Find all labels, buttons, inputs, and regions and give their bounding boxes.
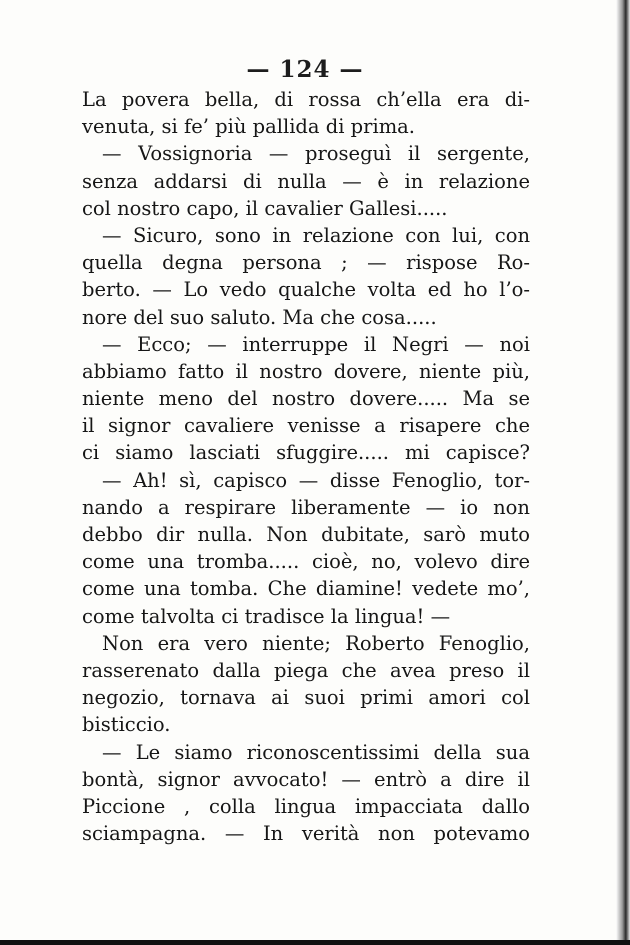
text-line: abbiamo fatto il nostro dovere, niente più, <box>82 359 530 383</box>
page-bottom-edge <box>0 940 630 945</box>
text-line: venuta, si fe’ più pallida di prima. <box>82 115 416 139</box>
text-line: nore del suo saluto. Ma che cosa..... <box>82 305 437 329</box>
text-line: — Vossignoria — proseguì il sergente, <box>102 142 530 166</box>
text-line: ci siamo lasciati sfuggire..... mi capisce? <box>82 441 530 465</box>
text-line: — Ah! sì, capisco — disse Fenoglio, tor- <box>102 468 530 492</box>
text-line: berto. — Lo vedo qualche volta ed ho l’o- <box>82 278 530 302</box>
text-line: Piccione , colla lingua impacciata dallo <box>82 794 530 818</box>
text-line: nando a respirare liberamente — io non <box>82 495 530 519</box>
text-line: senza addarsi di nulla — è in relazione <box>82 169 530 193</box>
text-line: — Le siamo riconoscentissimi della sua <box>102 740 530 764</box>
text-line: — Ecco; — interruppe il Negri — noi <box>102 332 530 356</box>
body-text <box>82 86 530 847</box>
text-line: rasserenato dalla piega che avea preso il <box>82 658 530 682</box>
text-line: debbo dir nulla. Non dubitate, sarò muto <box>82 523 530 546</box>
text-line: come una tomba. Che diamine! vedete mo’, <box>82 577 530 601</box>
text-line: il signor cavaliere venisse a risapere che <box>82 414 530 438</box>
text-line: sciampagna. — In verità non potevamo <box>82 822 530 846</box>
page-number: — 124 — <box>246 56 364 83</box>
page-edge-shadow <box>616 0 630 945</box>
text-line: negozio, tornava ai suoi primi amori col <box>82 686 530 710</box>
text-line: come una tromba..... cioè, no, volevo dire <box>82 550 530 574</box>
text-line: La povera bella, di rossa ch’ella era di- <box>82 88 530 111</box>
text-line: — Sicuro, sono in relazione con lui, con <box>102 223 530 247</box>
text-line: quella degna persona ; — rispose Ro- <box>82 251 530 275</box>
text-line: come talvolta ci tradisce la lingua! — <box>82 604 451 628</box>
text-line: bontà, signor avvocato! — entrò a dire il <box>82 767 530 791</box>
text-line: Non era vero niente; Roberto Fenoglio, <box>102 631 530 655</box>
text-line: niente meno del nostro dovere..... Ma se <box>82 387 530 411</box>
text-line: bisticcio. <box>82 713 171 737</box>
text-line: col nostro capo, il cavalier Gallesi..... <box>82 196 448 220</box>
